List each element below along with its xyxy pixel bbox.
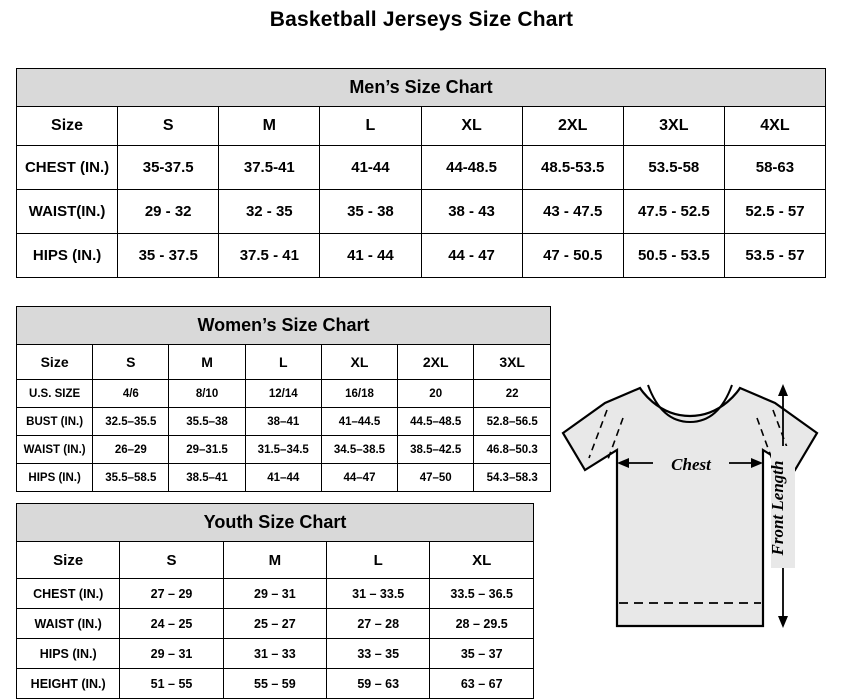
table-cell: 47–50 <box>398 464 474 492</box>
table-cell: 43 - 47.5 <box>522 190 623 234</box>
table-cell: 52.5 - 57 <box>724 190 825 234</box>
table-row <box>17 579 534 609</box>
front-length-label: Front Length <box>768 460 787 556</box>
table-cell: 35.5–58.5 <box>93 464 169 492</box>
column-header: M <box>169 345 245 380</box>
youth-band-title: Youth Size Chart <box>17 504 534 542</box>
table-row <box>17 639 534 669</box>
row-label: BUST (IN.) <box>17 408 93 436</box>
table-cell: 38 - 43 <box>421 190 522 234</box>
mens-band-title: Men’s Size Chart <box>17 69 826 107</box>
row-label: CHEST (IN.) <box>17 146 118 190</box>
table-cell: 35 - 37.5 <box>118 234 219 278</box>
page-title: Basketball Jerseys Size Chart <box>269 8 574 31</box>
table-cell: 29–31.5 <box>169 436 245 464</box>
table-cell: 33 – 35 <box>327 639 430 669</box>
table-cell: 35.5–38 <box>169 408 245 436</box>
column-header: L <box>327 542 430 579</box>
youth-size-chart <box>16 503 534 699</box>
table-cell: 28 – 29.5 <box>430 609 534 639</box>
table-row <box>17 190 826 234</box>
column-header: 2XL <box>398 345 474 380</box>
table-cell: 31 – 33 <box>223 639 326 669</box>
column-header: S <box>93 345 169 380</box>
table-row <box>17 669 534 699</box>
table-cell: 38.5–42.5 <box>398 436 474 464</box>
table-band-row <box>17 69 826 107</box>
table-cell: 47.5 - 52.5 <box>623 190 724 234</box>
table-cell: 44–47 <box>321 464 397 492</box>
column-header: XL <box>430 542 534 579</box>
column-header: 3XL <box>623 107 724 146</box>
row-label: HEIGHT (IN.) <box>17 669 120 699</box>
table-cell: 44-48.5 <box>421 146 522 190</box>
table-row <box>17 464 551 492</box>
column-header: L <box>245 345 321 380</box>
table-row <box>17 436 551 464</box>
table-cell: 12/14 <box>245 380 321 408</box>
column-header: M <box>223 542 326 579</box>
column-header: XL <box>321 345 397 380</box>
table-row <box>17 408 551 436</box>
table-cell: 44.5–48.5 <box>398 408 474 436</box>
mens-size-chart <box>16 68 826 278</box>
column-header: 4XL <box>724 107 825 146</box>
table-cell: 41-44 <box>320 146 421 190</box>
table-cell: 35-37.5 <box>118 146 219 190</box>
table-band-row <box>17 307 551 345</box>
table-cell: 52.8–56.5 <box>474 408 551 436</box>
table-cell: 29 – 31 <box>120 639 223 669</box>
table-cell: 63 – 67 <box>430 669 534 699</box>
row-label: CHEST (IN.) <box>17 579 120 609</box>
table-cell: 4/6 <box>93 380 169 408</box>
table-row <box>17 234 826 278</box>
front-length-arrow-top <box>778 384 788 396</box>
row-label: WAIST (IN.) <box>17 609 120 639</box>
table-cell: 22 <box>474 380 551 408</box>
table-cell: 27 – 29 <box>120 579 223 609</box>
column-header: L <box>320 107 421 146</box>
chest-label: Chest <box>671 455 711 474</box>
table-cell: 41–44.5 <box>321 408 397 436</box>
jersey-measurement-diagram <box>545 358 835 678</box>
table-cell: 27 – 28 <box>327 609 430 639</box>
table-header-row <box>17 542 534 579</box>
womens-band-title: Women’s Size Chart <box>17 307 551 345</box>
table-cell: 29 - 32 <box>118 190 219 234</box>
table-cell: 55 – 59 <box>223 669 326 699</box>
table-row <box>17 609 534 639</box>
table-cell: 59 – 63 <box>327 669 430 699</box>
column-header: XL <box>421 107 522 146</box>
table-cell: 25 – 27 <box>223 609 326 639</box>
table-cell: 34.5–38.5 <box>321 436 397 464</box>
table-cell: 32 - 35 <box>219 190 320 234</box>
table-cell: 46.8–50.3 <box>474 436 551 464</box>
table-cell: 41–44 <box>245 464 321 492</box>
jersey-illustration <box>545 358 835 678</box>
column-header: Size <box>17 107 118 146</box>
row-label: WAIST(IN.) <box>17 190 118 234</box>
table-cell: 35 – 37 <box>430 639 534 669</box>
table-cell: 33.5 – 36.5 <box>430 579 534 609</box>
youth-table <box>16 503 534 699</box>
table-cell: 48.5-53.5 <box>522 146 623 190</box>
table-cell: 44 - 47 <box>421 234 522 278</box>
column-header: M <box>219 107 320 146</box>
column-header: 2XL <box>522 107 623 146</box>
table-cell: 35 - 38 <box>320 190 421 234</box>
table-cell: 29 – 31 <box>223 579 326 609</box>
table-cell: 53.5-58 <box>623 146 724 190</box>
front-length-arrow-bottom <box>778 616 788 628</box>
table-band-row <box>17 504 534 542</box>
table-cell: 47 - 50.5 <box>522 234 623 278</box>
row-label: U.S. SIZE <box>17 380 93 408</box>
table-header-row <box>17 345 551 380</box>
column-header: 3XL <box>474 345 551 380</box>
table-cell: 26–29 <box>93 436 169 464</box>
column-header: Size <box>17 345 93 380</box>
table-cell: 16/18 <box>321 380 397 408</box>
table-cell: 31.5–34.5 <box>245 436 321 464</box>
table-row <box>17 146 826 190</box>
column-header: Size <box>17 542 120 579</box>
table-cell: 8/10 <box>169 380 245 408</box>
table-cell: 20 <box>398 380 474 408</box>
row-label: HIPS (IN.) <box>17 234 118 278</box>
row-label: HIPS (IN.) <box>17 464 93 492</box>
row-label: HIPS (IN.) <box>17 639 120 669</box>
table-cell: 51 – 55 <box>120 669 223 699</box>
table-header-row <box>17 107 826 146</box>
table-cell: 31 – 33.5 <box>327 579 430 609</box>
womens-size-chart <box>16 306 551 492</box>
column-header: S <box>118 107 219 146</box>
table-row <box>17 380 551 408</box>
table-cell: 38–41 <box>245 408 321 436</box>
table-cell: 53.5 - 57 <box>724 234 825 278</box>
table-cell: 54.3–58.3 <box>474 464 551 492</box>
table-cell: 24 – 25 <box>120 609 223 639</box>
table-cell: 32.5–35.5 <box>93 408 169 436</box>
mens-table <box>16 68 826 278</box>
table-cell: 41 - 44 <box>320 234 421 278</box>
table-cell: 38.5–41 <box>169 464 245 492</box>
womens-table <box>16 306 551 492</box>
column-header: S <box>120 542 223 579</box>
row-label: WAIST (IN.) <box>17 436 93 464</box>
table-cell: 58-63 <box>724 146 825 190</box>
table-cell: 37.5 - 41 <box>219 234 320 278</box>
table-cell: 37.5-41 <box>219 146 320 190</box>
table-cell: 50.5 - 53.5 <box>623 234 724 278</box>
